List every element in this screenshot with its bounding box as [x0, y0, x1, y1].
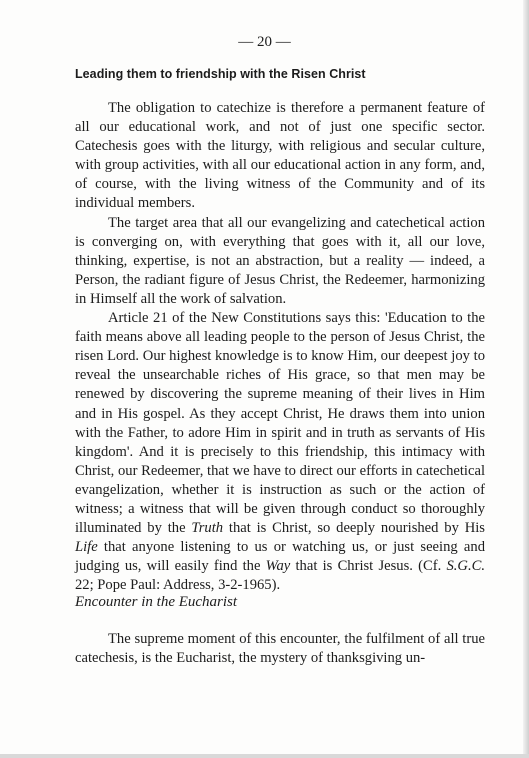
emphasis-sgc: S.G.C.	[446, 558, 485, 575]
subsection-body-text	[75, 630, 485, 668]
emphasis-life: Life	[75, 539, 98, 556]
paragraph-3-text-d: that is Christ Jesus. (Cf.	[290, 558, 447, 575]
paragraph-3-text-c: that anyone listening to us or watching us, or just seeing and judging us, will easily find the	[75, 539, 485, 575]
page-edge-shadow	[523, 0, 529, 758]
page-bottom-edge	[0, 754, 529, 758]
paragraph-1: The obligation to catechize is therefore a permanent feature of all our educational work, and not of just one specific sector. Catechesis goes with the liturgy, with religious and secular culture, with group activities, with all our educational action in any form, and, of course, with the living witness of the Community and of its individual members.	[75, 100, 485, 212]
emphasis-way: Way	[265, 558, 291, 575]
paragraph-3	[75, 309, 485, 595]
main-body-text	[75, 99, 485, 595]
page-number: — 20 —	[238, 34, 291, 50]
paragraph-3-text-b: that is Christ, so deeply nourished by His	[223, 520, 485, 537]
paragraph-3-text-e: 22; Pope Paul: Address, 3-2-1965).	[75, 577, 281, 594]
paragraph-4: The supreme moment of this encounter, the fulfilment of all true catechesis, is the Eucharist, the mystery of thanksgiving un-	[75, 631, 485, 667]
paragraph-2: The target area that all our evangelizing and catechetical action is converging on, with everything that goes with it, all our love, thinking, expertise, is not an abstraction, but a reality — indeed, a Person, the radiant figure of Jesus Christ, the Redeemer, harmonizing in Himself all the work of salvation.	[75, 214, 485, 307]
paragraph-3-text-a: Article 21 of the New Constitutions says this: 'Education to the faith means above all leading people to the person of Jesus Christ, the risen Lord. Our highest knowledge is to know Him, our deepest joy to reveal the unsearchable riches of His grace, so that men may be renewed by discovering the supreme meaning of their lives in Him and in His gospel. As they accept Christ, He draws them into union with the Father, to adore Him in spirit and in truth as servants of His kingdom'. And it is precisely to this friendship, this intimacy with Christ, our Redeemer, that we have to direct our efforts in catechetical evangelization, whether it is instruction as such or the action of witness; a witness that will be given through conduct so thoroughly illuminated by the	[75, 310, 485, 537]
section-heading: Leading them to friendship with the Risen Christ	[75, 67, 366, 81]
emphasis-truth: Truth	[191, 520, 224, 537]
subsection-title: Encounter in the Eucharist	[75, 594, 238, 610]
